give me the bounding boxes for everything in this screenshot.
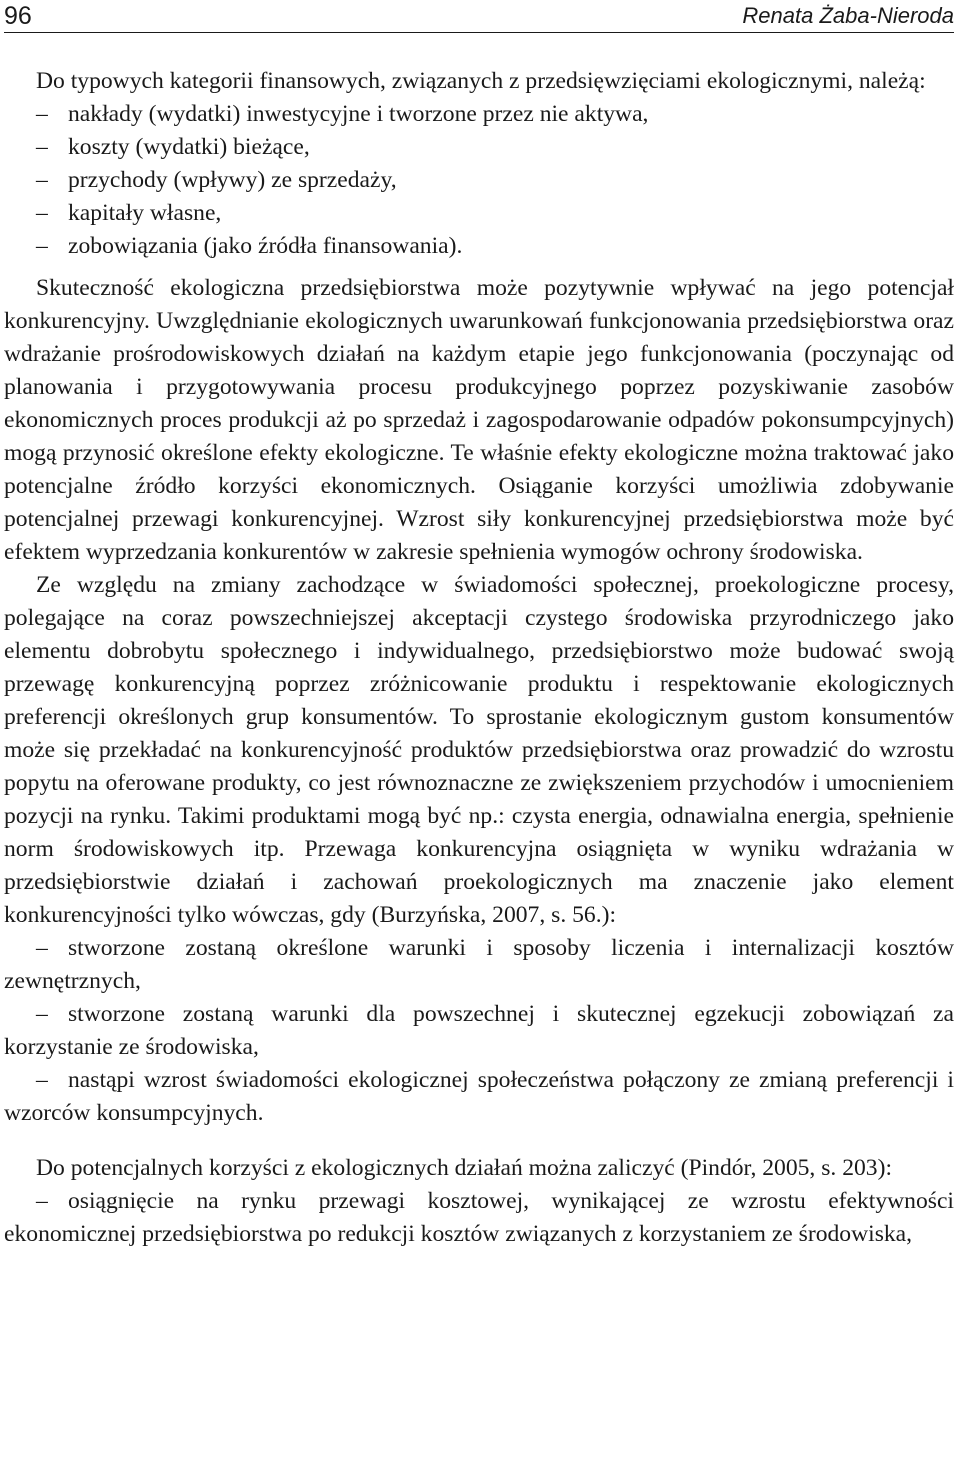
- list-item: [4, 1185, 954, 1251]
- list-item-text: nastąpi wzrost świadomości ekologicznej społeczeństwa połączony ze zmianą preferencji i wzorców konsumpcyjnych.: [4, 1067, 954, 1126]
- list-item-text: przychody (wpływy) ze sprzedaży,: [68, 167, 397, 193]
- list-item-text: nakłady (wydatki) inwestycyjne i tworzone przez nie aktywa,: [68, 101, 649, 127]
- benefits-list: [4, 1185, 954, 1251]
- dash-marker: –: [36, 1001, 48, 1027]
- paragraph-potential-benefits: Do potencjalnych korzyści z ekologicznych działań można zaliczyć (Pindór, 2005, s. 203):: [36, 1155, 893, 1181]
- page-header: [4, 0, 954, 33]
- dash-marker: –: [36, 200, 48, 226]
- list-item-text: kapitały własne,: [68, 200, 222, 226]
- dash-marker: –: [36, 935, 48, 961]
- list-item: [4, 197, 954, 230]
- list-item: [4, 98, 954, 131]
- dash-marker: –: [36, 1067, 48, 1093]
- list-item: [4, 131, 954, 164]
- list-item-text: osiągnięcie na rynku przewagi kosztowej, wynikającej ze wzrostu efektywności ekonomicznej przedsiębiorstwa po redukcji kosztów związanych z korzystaniem ze środowiska,: [4, 1188, 954, 1247]
- list-item: [4, 932, 954, 998]
- paragraph-competitive-advantage: Ze względu na zmiany zachodzące w świadomości społecznej, proekologiczne procesy, polegające na coraz powszechniejszej akceptacji czystego środowiska przyrodniczego jako elementu dobrobytu społecznego i indywidualnego, przedsiębiorstwo może budować swoją przewagę konkurencyjną poprzez zróżnicowanie produktu i respektowanie ekologicznych preferencji określonych grup konsumentów. To sprostanie ekologicznym gustom konsumentów może się przekładać na konkurencyjność produktów przedsiębiorstwa oraz prowadzić do wzrostu popytu na oferowane produkty, co jest równoznaczne ze zwiększeniem przychodów i umocnieniem pozycji na rynku. Takimi produktami mogą być np.: czysta energia, odnawialna energia, spełnienie norm środowiskowych itp. Przewaga konkurencyjna osiągnięta w wyniku wdrażania w przedsiębiorstwie działań i zachowań proekologicznych ma znaczenie jako element konkurencyjności tylko wówczas, gdy (Burzyńska, 2007, s. 56.):: [4, 572, 954, 928]
- list-item: [4, 230, 954, 263]
- list-item-text: stworzone zostaną warunki dla powszechnej i skutecznej egzekucji zobowiązań za korzystanie ze środowiska,: [4, 1001, 954, 1060]
- running-head-author: Renata Żaba-Nieroda: [742, 3, 954, 28]
- list-item-text: zobowiązania (jako źródła finansowania).: [68, 233, 463, 259]
- dash-marker: –: [36, 134, 48, 160]
- dash-marker: –: [36, 167, 48, 193]
- page-number: 96: [4, 2, 32, 30]
- list-item: [4, 164, 954, 197]
- intro-paragraph: Do typowych kategorii finansowych, związanych z przedsięwzięciami ekologicznymi, należą:: [36, 68, 926, 94]
- body-text: [4, 65, 954, 1251]
- dash-marker: –: [36, 101, 48, 127]
- list-item: [4, 1064, 954, 1130]
- financial-categories-list: [4, 98, 954, 263]
- dash-marker: –: [36, 1188, 48, 1214]
- paragraph-ecological-effectiveness: Skuteczność ekologiczna przedsiębiorstwa może pozytywnie wpływać na jego potencjał konkurencyjny. Uwzględnianie ekologicznych uwarunkowań funkcjonowania przedsiębiorstwa oraz wdrażanie prośrodowiskowych działań na każdym etapie jego funkcjonowania (poczynając od planowania i przygotowywania procesu produkcyjnego poprzez pozyskiwanie zasobów ekonomicznych proces produkcji aż po sprzedaż i zagospodarowanie odpadów pokonsumpcyjnych) mogą przynosić określone efekty ekologiczne. Te właśnie efekty ekologiczne można traktować jako potencjalne źródło korzyści ekonomicznych. Osiąganie korzyści umożliwia zdobywanie potencjalnej przewagi konkurencyjnej. Wzrost siły konkurencyjnej przedsiębiorstwa może być efektem wyprzedzania konkurentów w zakresie spełnienia wymogów ochrony środowiska.: [4, 275, 954, 565]
- dash-marker: –: [36, 233, 48, 259]
- list-item-text: koszty (wydatki) bieżące,: [68, 134, 310, 160]
- list-item-text: stworzone zostaną określone warunki i sposoby liczenia i internalizacji kosztów zewnętrznych,: [4, 935, 954, 994]
- conditions-list: [4, 932, 954, 1130]
- list-item: [4, 998, 954, 1064]
